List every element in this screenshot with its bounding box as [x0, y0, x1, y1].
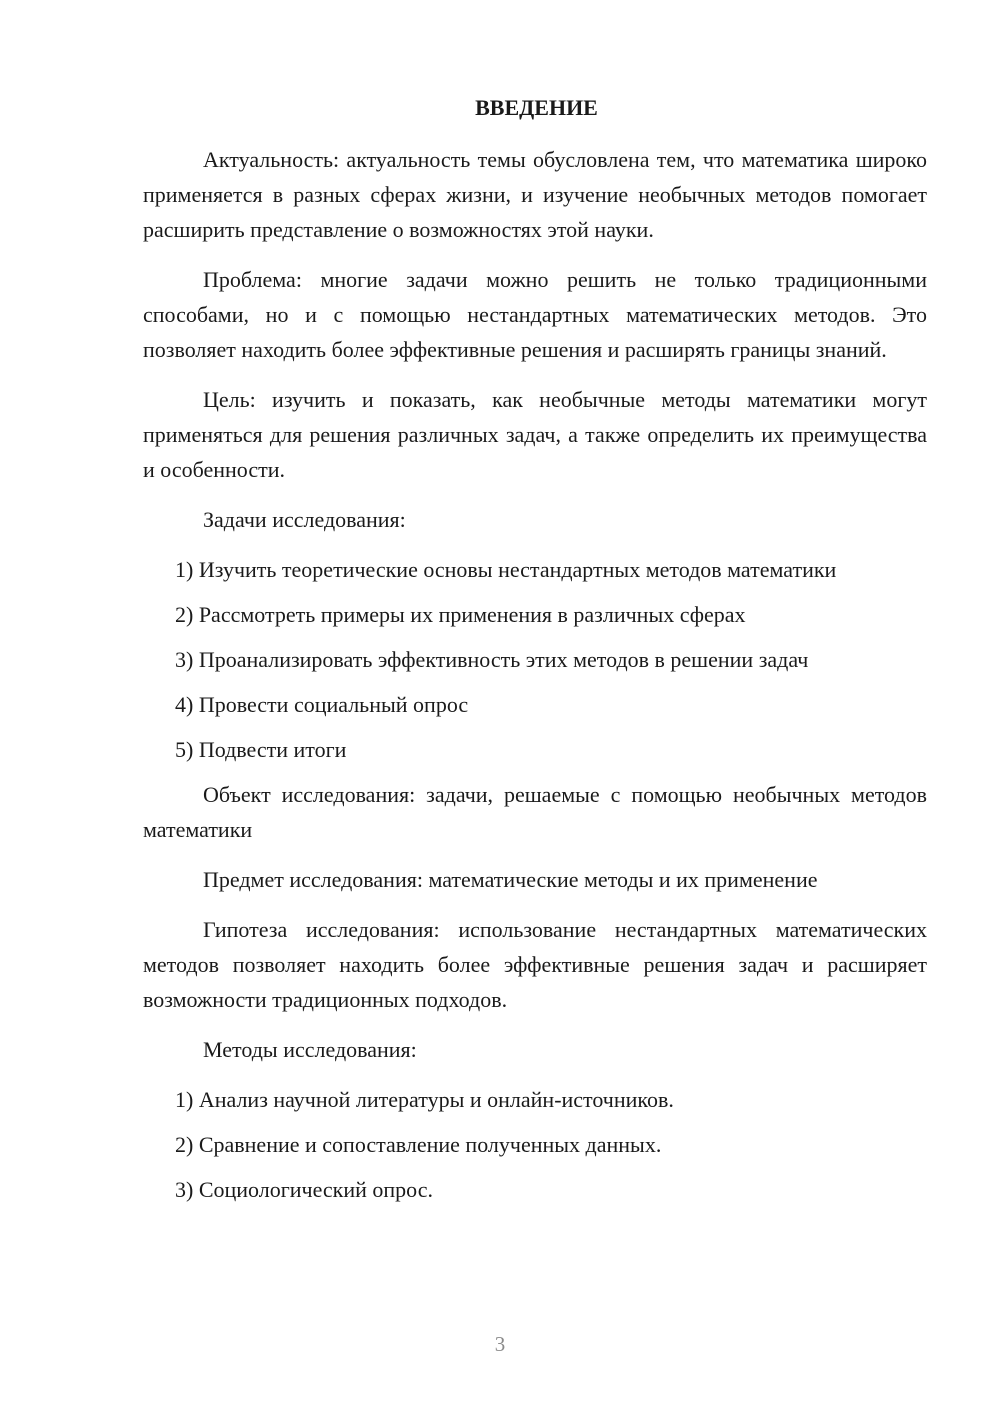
- page-content: [143, 93, 927, 1217]
- task-item: 3) Проанализировать эффективность этих методов в решении задач: [175, 647, 809, 672]
- problem-paragraph: Проблема: многие задачи можно решить не только традиционными способами, но и с помощью нестандартных математических методов. Это позволяет находить более эффективные решения и расширять границы знаний.: [143, 267, 927, 362]
- methods-label: Методы исследования:: [203, 1037, 417, 1062]
- object-paragraph: Объект исследования: задачи, решаемые с помощью необычных методов математики: [143, 782, 927, 842]
- hypothesis-paragraph: Гипотеза исследования: использование нестандартных математических методов позволяет находить более эффективные решения задач и расширяет возможности традиционных подходов.: [143, 917, 927, 1012]
- section-heading: ВВЕДЕНИЕ: [475, 95, 598, 120]
- task-item: 2) Рассмотреть примеры их применения в различных сферах: [175, 602, 746, 627]
- task-item: 4) Провести социальный опрос: [175, 692, 469, 717]
- page-number: 3: [494, 1332, 506, 1356]
- method-item: 1) Анализ научной литературы и онлайн-источников.: [175, 1087, 674, 1112]
- method-item: 3) Социологический опрос.: [175, 1177, 433, 1202]
- relevance-paragraph: Актуальность: актуальность темы обусловлена тем, что математика широко применяется в разных сферах жизни, и изучение необычных методов помогает расширить представление о возможностях этой науки.: [143, 147, 927, 242]
- task-item: 1) Изучить теоретические основы нестандартных методов математики: [175, 557, 837, 582]
- goal-paragraph: Цель: изучить и показать, как необычные методы математики могут применяться для решения различных задач, а также определить их преимущества и особенности.: [143, 387, 927, 482]
- task-item: 5) Подвести итоги: [175, 737, 347, 762]
- subject-paragraph: Предмет исследования: математические методы и их применение: [203, 867, 818, 892]
- method-item: 2) Сравнение и сопоставление полученных данных.: [175, 1132, 662, 1157]
- tasks-label: Задачи исследования:: [203, 507, 406, 532]
